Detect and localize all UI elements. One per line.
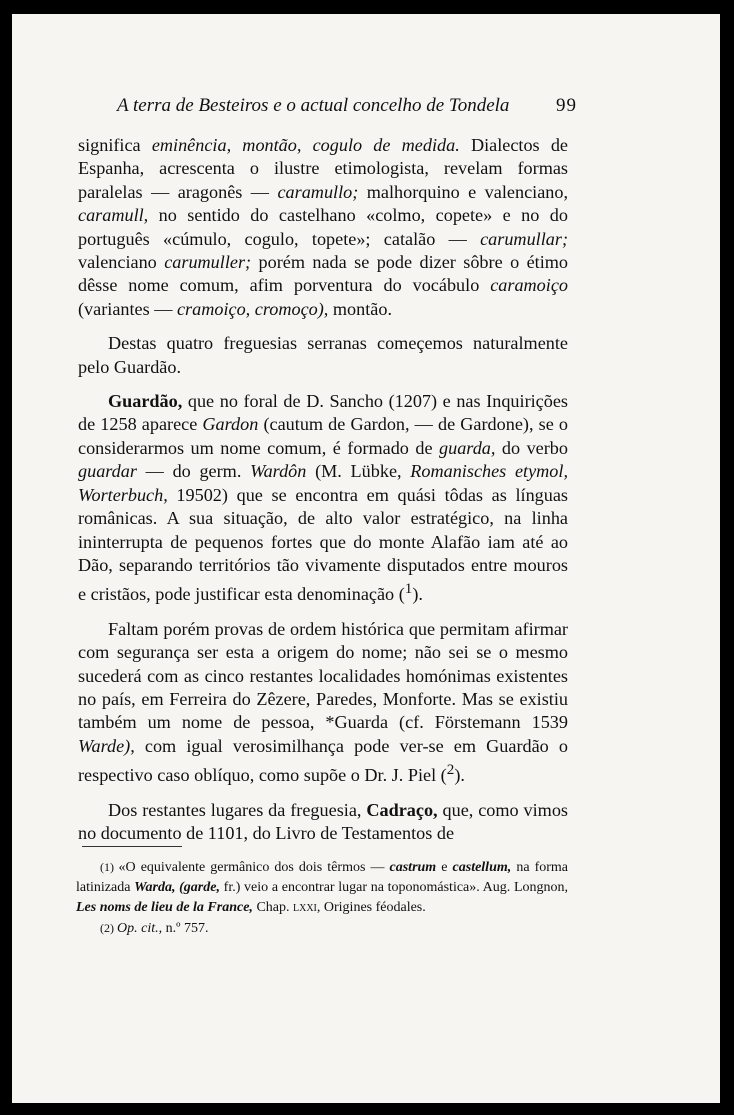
footnote (76, 918, 568, 939)
text-run: porém nada se pode dizer sôbre o étimo dêsse nome comum, afim porventura do vocábulo (78, 252, 568, 296)
footnote-marker: (2) (100, 921, 117, 935)
text-run: Chap. (252, 900, 293, 915)
italic-run: caramoiço (490, 275, 568, 296)
place-name-bold: Guardão, (108, 391, 183, 412)
text-run: Dialectos de Espanha, acrescenta o ilustre etimologista, revelam formas paralelas — aragonês — (78, 135, 568, 202)
footnote (76, 857, 568, 918)
italic-run: eminência, montão, cogulo de medida. (151, 135, 460, 155)
paragraph (78, 390, 568, 607)
place-name-bold: Cadraço, (366, 799, 438, 820)
italic-run: Gardon (202, 414, 259, 435)
italic-run: cramoiço, cromoço), (176, 298, 329, 319)
footnote-marker: (1) (100, 860, 119, 874)
book-page (12, 14, 720, 1103)
footnote-ref: 1 (404, 580, 413, 598)
text-run: , Origines féodales. (316, 900, 426, 915)
text-run: Destas quatro freguesias serranas começemos naturalmente pelo Guardão. (78, 333, 568, 377)
italic-run: Op. cit., (117, 921, 163, 936)
bold-italic-run: castrum (389, 860, 437, 875)
small-caps-run: lxxi (293, 900, 317, 915)
text-run: montão. (328, 298, 392, 319)
text-run: do verbo (495, 437, 568, 458)
italic-run: carumullar; (480, 228, 568, 249)
text-run: fr.) veio a encontrar lugar na toponomástica». Aug. Longnon, (219, 880, 569, 895)
footnote-divider (82, 846, 182, 847)
text-run: Faltam porém provas de ordem histórica que permitam afirmar com segurança ser esta a origem do nome; não sei se o mesmo sucederá com as cinco restantes localidades homónimas existentes no país, em Ferreira do Zêzere, Paredes, Monforte. Mas se existiu também um nome de pessoa, *Guarda (cf. Förstemann 1539 (78, 618, 568, 733)
text-run: no sentido do castelhano «colmo, copete» e no do português «cúmulo, cogulo, topete»; catalão — (78, 205, 568, 249)
footnote-ref: 2 (446, 761, 455, 779)
paragraph (78, 134, 568, 321)
italic-run: guarda, (439, 437, 496, 458)
text-run: ). (412, 584, 423, 605)
paragraph (78, 332, 568, 379)
paragraph (78, 618, 568, 788)
text-run: (M. Lübke, (306, 461, 411, 482)
text-run: valenciano (78, 252, 165, 273)
text-run: e (436, 860, 453, 875)
text-run: que no foral de D. Sancho (1207) e nas Inquirições de 1258 aparece (78, 391, 568, 435)
paragraph (78, 799, 568, 846)
page-number: 99 (556, 95, 577, 116)
text-run: — do germ. (136, 461, 251, 482)
text-run: ). (454, 765, 465, 786)
page-header (117, 89, 577, 123)
italic-run: caramullo; (277, 181, 359, 202)
running-title: A terra de Besteiros e o actual concelho de Tondela (117, 95, 510, 116)
italic-run: caramull, (78, 205, 149, 226)
text-run: 19502) que se encontra em quási tôdas as línguas românicas. A sua situação, de alto valor estratégico, na linha ininterrupta de pequenos fortes que do monte Alafão iam até ao Dão, separando territórios tão vivamente disputados entre mouros e cristãos, pode justificar esta denominação ( (78, 484, 568, 605)
text-run: Dos restantes lugares da freguesia, (108, 799, 367, 820)
text-run: na forma latinizada (76, 860, 569, 895)
text-run: com igual verosimilhança pode ver-se em Guardão o respectivo caso oblíquo, como supõe o Dr. J. Piel ( (78, 735, 568, 786)
footnotes (76, 857, 568, 939)
bold-italic-run: castellum, (452, 860, 512, 875)
italic-run: Warde), (78, 735, 135, 756)
text-run: (variantes — (78, 298, 177, 319)
text-run: (cautum de Gardon, — de Gardone), se o considerarmos um nome comum, é formado de (78, 414, 568, 458)
bold-italic-run: Les noms de lieu de la France, (76, 900, 253, 915)
text-run: n.º 757. (162, 921, 209, 936)
italic-run: guardar (78, 461, 137, 482)
main-text (78, 134, 568, 846)
text-run: «O equivalente germânico dos dois têrmos — (118, 860, 390, 875)
italic-run: carumuller; (164, 252, 252, 273)
italic-run: Wardôn (250, 461, 307, 482)
text-run: que, como vimos no documento de 1101, do Livro de Testamentos de (78, 799, 568, 844)
italic-run: Romanisches etymol, Worterbuch, (78, 461, 568, 505)
bold-italic-run: Warda, (garde, (134, 880, 220, 895)
text-run: significa (78, 135, 152, 155)
text-run: malhorquino e valenciano, (358, 181, 568, 202)
